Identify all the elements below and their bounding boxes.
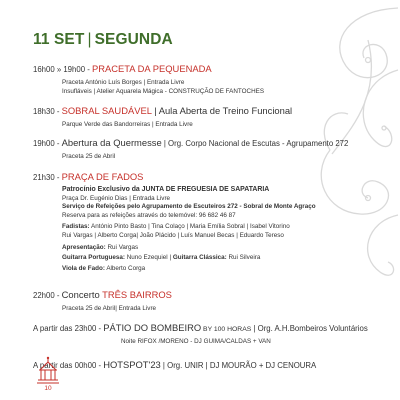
event-service: Serviço de Refeições pelo Agrupamento de Escuteiros 272 - Sobral de Monte Agraço	[62, 203, 316, 211]
event-subtitle: | Org. A.H.Bombeiros Voluntários	[251, 324, 368, 333]
guitarra-pt-label: Guitarra Portuguesa:	[62, 254, 125, 262]
event-time: 22h00 -	[33, 291, 62, 300]
viola-label: Viola de Fado:	[62, 264, 105, 272]
apresentacao-value: Rui Vargas	[105, 243, 139, 251]
fadistas-names: António Pinto Basto | Tina Colaço | Maria Emília Sobral | Isabel Vitorino	[89, 223, 290, 231]
viola-value: Alberto Corga	[104, 264, 146, 272]
event-title: PÁTIO DO BOMBEIRO	[103, 322, 202, 333]
event-tres-bairros	[33, 285, 172, 314]
apresentacao-line	[33, 244, 316, 253]
event-title: PRACETA DA PEQUENADA	[91, 63, 212, 74]
event-time: 18h30 -	[33, 107, 62, 116]
event-sponsor: Patrocínio Exclusivo da JUNTA DE FREGUESIA DE SAPATARIA	[62, 186, 270, 193]
fadistas-label: Fadistas:	[62, 223, 90, 231]
event-praceta-pequenada	[33, 59, 264, 96]
event-title: Abertura da Quermesse	[61, 137, 162, 148]
event-sobral-saudavel	[33, 101, 292, 130]
event-detail: Insufláveis | Atelier Aquarela Mágica - CONSTRUÇÃO DE FANTOCHES	[62, 87, 265, 95]
event-title: SOBRAL SAUDÁVEL	[61, 105, 152, 116]
page-number: 10	[44, 385, 52, 392]
event-detail: Noite RIFOX /MORENO - DJ GUIMA/CALDAS + VAN	[121, 338, 271, 345]
event-detail: Praceta António Luís Borges | Entrada Livre	[62, 79, 185, 86]
event-title: HOTSPOT'23	[103, 359, 161, 370]
event-title: PRAÇA DE FADOS	[61, 171, 144, 182]
event-detail: Praceta 25 de Abril	[62, 153, 116, 160]
header-separator: |	[87, 31, 92, 48]
event-time: 19h00 -	[33, 139, 62, 148]
event-subtitle: | Org. Corpo Nacional de Escutas - Agrupamento 272	[161, 139, 349, 148]
guitarra-pt-value: Nuno Ezequiel |	[124, 254, 173, 262]
apresentacao-label: Apresentação:	[62, 243, 106, 251]
viola-line	[33, 265, 316, 274]
event-subtitle: | Org. UNIR | DJ MOURÃO + DJ CENOURA	[160, 361, 317, 370]
event-by: BY 100 HORAS	[201, 326, 252, 333]
event-praca-fados	[33, 167, 316, 273]
event-patio-bombeiro	[33, 318, 368, 347]
guitarra-line	[33, 254, 316, 263]
event-hotspot	[33, 355, 316, 373]
event-time: 21h30 -	[33, 173, 62, 182]
festival-pavilion-logo-icon	[36, 356, 60, 386]
day-header	[33, 31, 173, 49]
day-weekday: SEGUNDA	[94, 31, 173, 48]
event-reservation: Reserva para as refeições através do telemóvel: 96 682 46 87	[62, 211, 236, 219]
guitarra-cl-label: Guitarra Clássica:	[172, 254, 227, 262]
event-time: A partir das 23h00 -	[33, 324, 104, 333]
event-time: A partir das 00h00 -	[33, 361, 104, 370]
event-detail: Praceta 25 de Abril| Entrada Livre	[62, 305, 157, 312]
event-title: Concerto	[61, 289, 103, 300]
guitarra-cl-value: Rui Silveira	[226, 254, 261, 262]
event-subtitle: | Aula Aberta de Treino Funcional	[151, 105, 293, 116]
event-detail: Parque Verde das Bandorreiras | Entrada Livre	[62, 121, 193, 128]
fadistas-line	[33, 223, 316, 232]
event-time: 16h00 » 19h00 -	[33, 65, 92, 74]
day-date: 11 SET	[33, 31, 85, 48]
event-quermesse	[33, 133, 348, 162]
fadistas-names-2: Rui Vargas | Alberto Corga| João Plácido | Luís Manuel Becas | Eduardo Tereso	[62, 231, 284, 239]
event-title-highlight: TRÊS BAIRROS	[102, 289, 172, 300]
footer-logo	[36, 356, 60, 394]
event-place: Praça Dr. Eugénio Dias | Entrada Livre	[62, 194, 171, 202]
